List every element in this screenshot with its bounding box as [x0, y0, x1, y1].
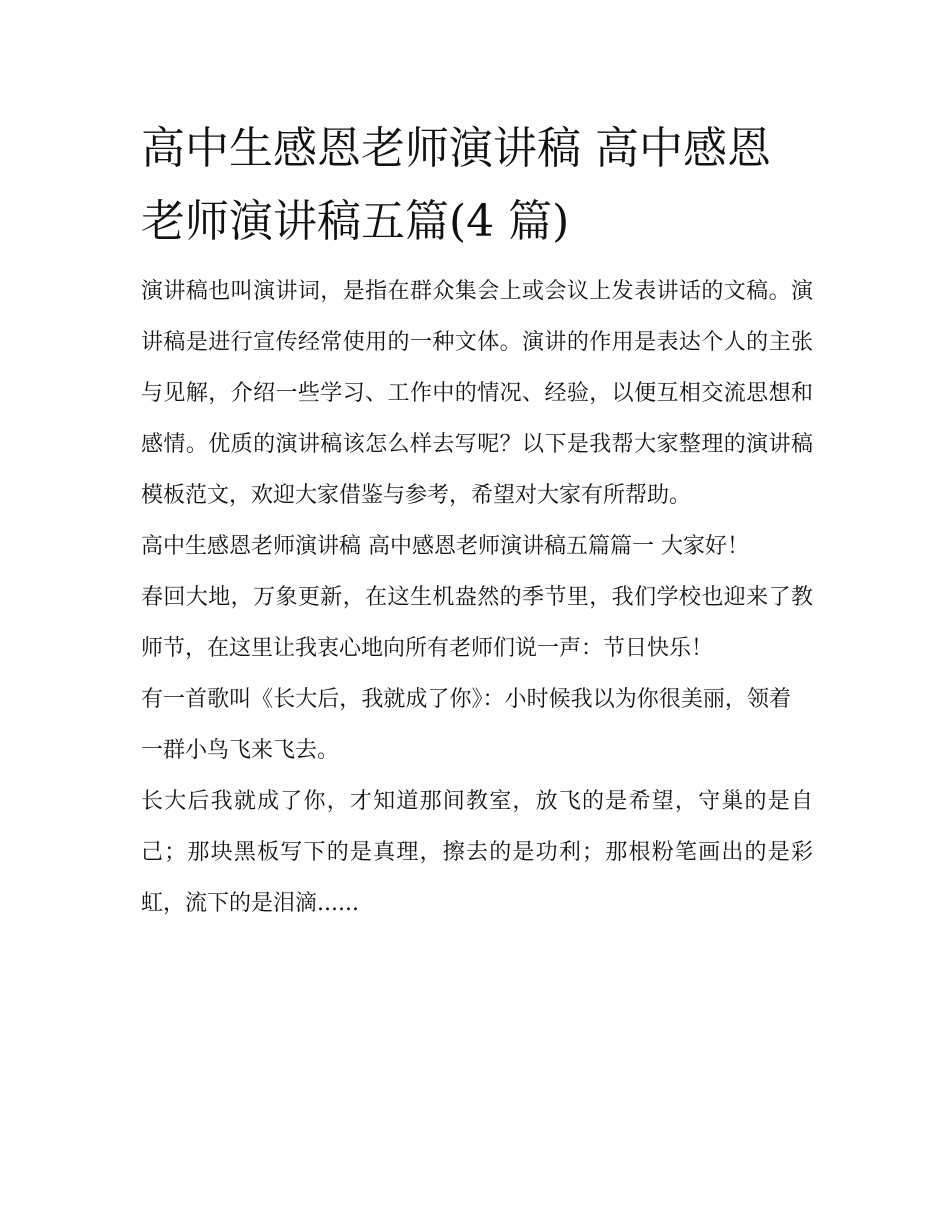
- paragraph-spring: 春回大地，万象更新，在这生机盎然的季节里，我们学校也迎来了教师节，在这里让我衷心地向所有老师们说一声：节日快乐！: [141, 585, 813, 661]
- paragraph-grownup: 长大后我就成了你，才知道那间教室，放飞的是希望，守巢的是自己；那块黑板写下的是真理，擦去的是功利；那根粉笔画出的是彩虹，流下的是泪滴......: [141, 789, 813, 916]
- document-page: [141, 112, 813, 929]
- paragraph-greeting: 高中生感恩老师演讲稿 高中感恩老师演讲稿五篇篇一 大家好！: [141, 534, 749, 559]
- paragraph-intro: 演讲稿也叫演讲词，是指在群众集会上或会议上发表讲话的文稿。演讲稿是进行宣传经常使用的一种文体。演讲的作用是表达个人的主张与见解，介绍一些学习、工作中的情况、经验，以便互相交流思想和感情。优质的演讲稿该怎么样去写呢？以下是我帮大家整理的演讲稿模板范文，欢迎大家借鉴与参考，希望对大家有所帮助。: [141, 279, 813, 508]
- document-title: 高中生感恩老师演讲稿 高中感恩老师演讲稿五篇(4 篇): [141, 123, 771, 247]
- paragraph-song: 有一首歌叫《长大后，我就成了你》：小时候我以为你很美丽，领着一群小鸟飞来飞去。: [141, 687, 791, 763]
